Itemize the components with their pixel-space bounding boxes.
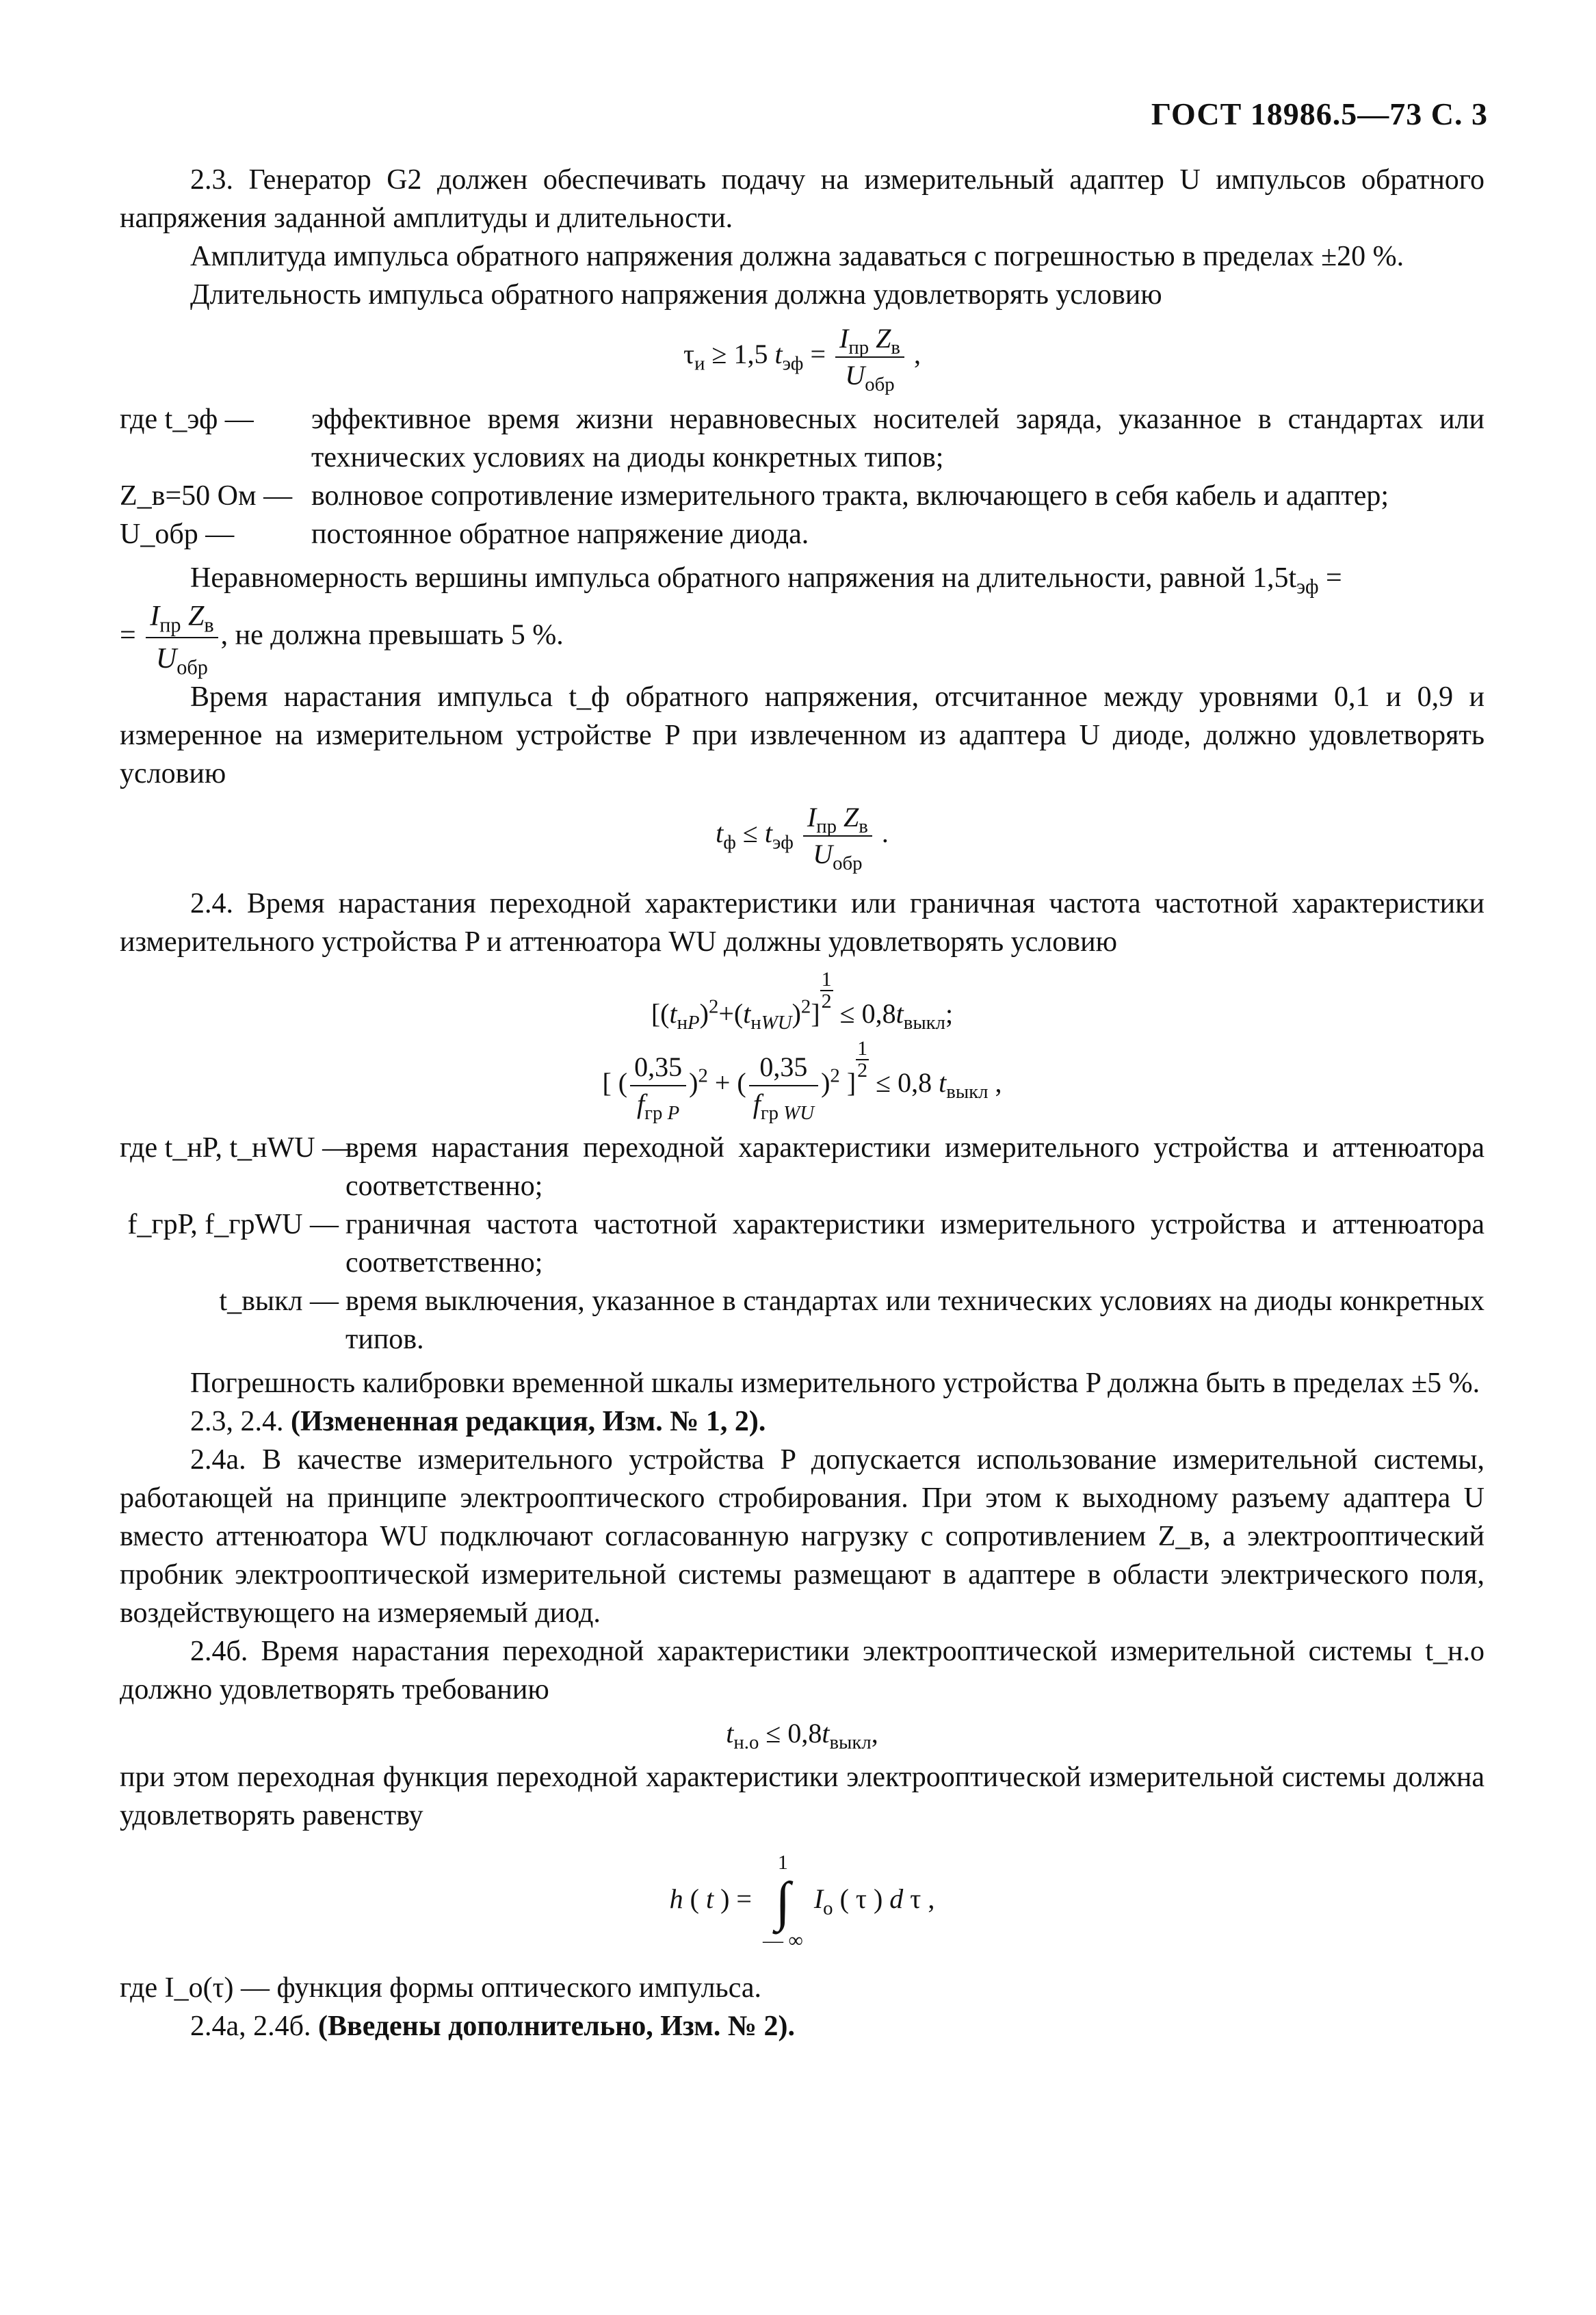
definition-text: волновое сопротивление измерительного тракта, включающего в себя кабель и адаптер; [311, 480, 1389, 512]
definition-text: время нарастания переходной характеристики измерительного устройства и аттенюатора соответственно; [345, 1132, 1484, 1202]
paragraph-unevenness: Неравномерность вершины импульса обратного напряжения на длительности, равной $1,5t_{эф}$ = [190, 562, 1342, 599]
paragraph-calibration: Погрешность калибровки временной шкалы измерительного устройства P должна быть в пределах ±5 %. [190, 1367, 1480, 1399]
formula-eo-rise: $t_{н.о} \le 0,8t_{выкл}$, [726, 1717, 878, 1754]
formula-pulse-duration: $\tau_и \ge 1,5$ $t_{эф}$ = $\frac{I_{пр} Z_в}{U_{обр}}$ , [683, 323, 921, 396]
paragraph-2-4: 2.4. Время нарастания переходной характеристики или граничная частота частотной характеристики измерительного устройства P и аттенюатора WU должны удовлетворять условию [120, 888, 1484, 958]
unevenness-text-a: Неравномерность вершины импульса обратного напряжения на длительности, равной 1,5t [190, 562, 1297, 594]
formula-rise-sum: $[(t_{нP})^2+(t_{нWU})^2]$ $\frac{1}{2}$ ≤ $0,8t_{выкл}$; [651, 968, 954, 1034]
definition-term: f_грP, f_грWU — [127, 1208, 339, 1240]
definition-list-1 [120, 400, 1484, 553]
definition-list-2 [120, 1129, 1484, 1359]
amendment-note: (Введены дополнительно, Изм. № 2). [318, 2010, 796, 2042]
definition-term: U_обр — [120, 519, 235, 550]
definition-term: t_выкл — [219, 1285, 339, 1317]
definition-term: где t_эф — [120, 404, 254, 435]
amendment-ref: 2.4а, 2.4б. [190, 2010, 311, 2042]
formula-rise-time: $t_ф \le t_{эф}$ $\frac{I_{пр} Z_в}{U_{обр}}$ . [716, 802, 889, 875]
paragraph-transfer-function: при этом переходная функция переходной характеристики электрооптической измерительной системы должна удовлетворять равенству [120, 1761, 1484, 1831]
definition-text: время выключения, указанное в стандартах или технических условиях на диоды конкретных типов. [345, 1285, 1484, 1355]
definition-text: постоянное обратное напряжение диода. [311, 519, 809, 550]
paragraph-2-4b: 2.4б. Время нарастания переходной характеристики электрооптической измерительной системы t_н.о должно удовлетворять требованию [120, 1635, 1484, 1705]
unevenness-text-b: , не должна превышать 5 %. [220, 619, 564, 651]
definition-row [120, 515, 1484, 553]
paragraph-io-definition: где I_о(τ) — функция формы оптического импульса. [120, 1972, 761, 2004]
paragraph-2-3: 2.3. Генератор G2 должен обеспечивать подачу на измерительный адаптер U импульсов обратного напряжения заданной амплитуды и длительности. [120, 164, 1484, 234]
paragraph-2-4a: 2.4а. В качестве измерительного устройства P допускается использование измерительной системы, работающей на принципе электрооптического стробирования. При этом к выходному разъему адаптера U вместо аттенюатора WU подключают согласованную нагрузку с сопротивлением Z_в, а электрооптический пробник электрооптической измерительной системы размещают в адаптере в области электрического поля, воздействующего на измеряемый диод. [120, 1443, 1484, 1629]
definition-text: граничная частота частотной характеристики измерительного устройства и аттенюатора соответственно; [345, 1208, 1484, 1279]
definition-term: где t_нP, t_нWU — [120, 1132, 352, 1164]
paragraph-amendment-2 [120, 2007, 1484, 2045]
definition-row [120, 400, 1484, 477]
definition-row [120, 477, 1484, 515]
paragraph-amplitude: Амплитуда импульса обратного напряжения должна задаваться с погрешностью в пределах ±20 %. [190, 241, 1404, 272]
definition-term: Z_в=50 Ом — [120, 480, 293, 512]
paragraph-unevenness-cont [120, 597, 1484, 678]
definition-text: эффективное время жизни неравновесных носителей заряда, указанное в стандартах или технических условиях на диоды конкретных типов; [311, 404, 1484, 473]
amendment-ref: 2.3, 2.4. [190, 1405, 284, 1437]
paragraph-amendment-1 [120, 1402, 1484, 1441]
definition-row [120, 1129, 1484, 1205]
paragraph-rise-time: Время нарастания импульса t_ф обратного напряжения, отсчитанное между уровнями 0,1 и 0,9 и измеренное на измерительном устройстве P при извлеченном из адаптера U диоде, должно удовлетворять условию [120, 681, 1484, 789]
definition-row [120, 1282, 1484, 1359]
page-header: ГОСТ 18986.5—73 С. 3 [1151, 96, 1488, 131]
formula-unevenness: = $\frac{I_{пр} Z_в}{U_{обр}}$ [120, 620, 221, 651]
paragraph-duration: Длительность импульса обратного напряжения должна удовлетворять условию [190, 279, 1162, 311]
document-body [120, 161, 1484, 2045]
formula-transfer-integral: h ( t ) = 1 ∫ — ∞ $I_о$ ( τ ) d τ , [669, 1850, 935, 1952]
definition-row [120, 1205, 1484, 1282]
formula-frequency-sum: [ ( $\frac{0,35}{f_{гр P}}$ )$^2$ + ( $\frac{0,35}{f_{гр WU}}$ )$^2$ ] $\frac{1}{2}$ ≤ 0,8 $t_{выкл}$ , [602, 1037, 1002, 1125]
amendment-note: (Измененная редакция, Изм. № 1, 2). [291, 1405, 766, 1437]
